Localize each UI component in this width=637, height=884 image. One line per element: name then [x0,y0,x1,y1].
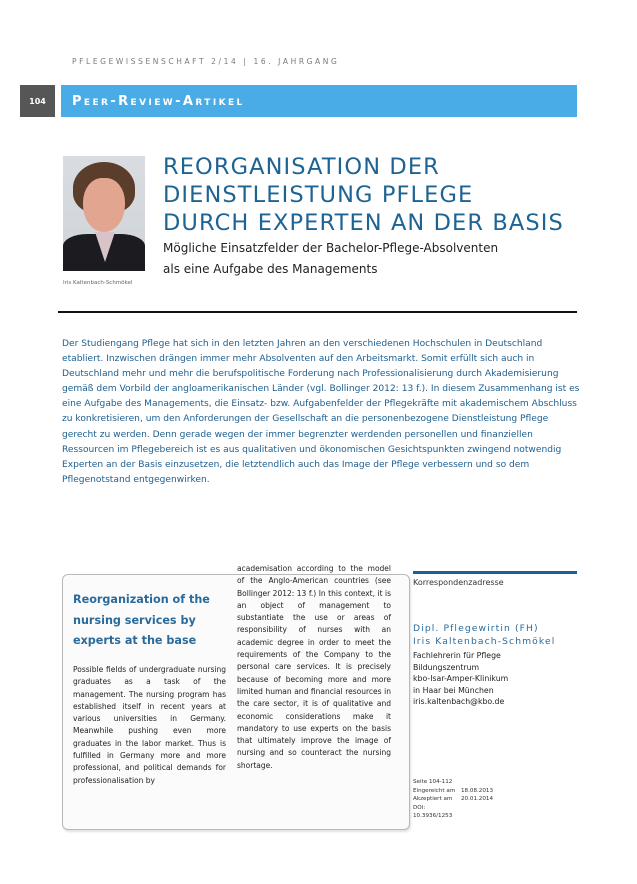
article-meta [413,778,583,821]
section-banner [61,85,577,117]
title-line: DIENSTLEISTUNG PFLEGE [163,182,474,208]
header-divider [58,311,577,313]
correspondence-label: Korrespondenzadresse [413,578,504,587]
email-link[interactable]: iris.kaltenbach@kbo.de [413,697,505,707]
meta-doi: DOI: 10.3936/1253 [413,804,453,820]
correspondence-rule [413,571,577,574]
section-banner-label: Peer-Review-Artikel [72,93,245,109]
meta-submitted: Eingereicht am 18.08.2013 [413,787,494,794]
english-abstract-column-1: Possible fields of undergraduate nursing graduates as a task of the management. The nursing program has established itself in recent years at various universities in Germany. Meanwhile pushing even more graduates in the labor market. Thus is fulfilled in Germany more and more professional, and political demands for professionalisation by [73,665,226,785]
correspondence-address [413,650,583,708]
address-line: Bildungszentrum [413,662,480,672]
english-abstract-column-2: academisation according to the model of the Anglo-American countries (see Bollinger 2012: 13 f.) In this context, it is an object of management to substantiate the use or areas of responsibility of nurses with an academic degree in order to meet the requirements of the Company to the personal care services. It is precisely because of becoming more and more limited human and financial resources in the care sector, it is of qualitative and economic considerations make it mandatory to use experts on the basis that ultimately improve the image of nursing and so counteract the nursing shortage. [237,564,391,770]
english-abstract-title: Reorganization of the nursing services by experts at the base [73,593,210,647]
title-line: REORGANISATION DER [163,154,440,180]
article-title [163,153,583,237]
meta-pages: Seite 104-112 [413,779,453,785]
correspondence-name [413,622,583,648]
meta-accepted: Akzeptiert am 20.01.2014 [413,796,494,803]
address-line: in Haar bei München [413,685,494,695]
article-subtitle [163,238,583,280]
subtitle-line: als eine Aufgabe des Managements [163,262,378,276]
address-line: Fachlehrerin für Pflege [413,651,501,660]
running-head: PFLEGEWISSENSCHAFT 2/14 | 16. JAHRGANG [72,57,340,66]
author-degree: Dipl. Pflegewirtin (FH) [413,623,539,634]
author-name: Iris Kaltenbach-Schmökel [413,636,556,647]
subtitle-line: Mögliche Einsatzfelder der Bachelor-Pflege-Absolventen [163,241,499,255]
address-line: kbo-Isar-Amper-Klinikum [413,674,509,684]
title-line: DURCH EXPERTEN AN DER BASIS [163,210,564,236]
page-number: 104 [20,85,55,117]
portrait-caption: Iris Kaltenbach-Schmökel [63,280,133,286]
german-abstract: Der Studiengang Pflege hat sich in den letzten Jahren an den verschiedenen Hochschulen in Deutschland etabliert. Inzwischen drängen immer mehr Absolventen auf den Arbeitsmarkt. Somit erfüllt sich auch in Deutschland mehr und mehr die berufspolitische Forderung nach Professionalisierung durch Akademisierung gemäß dem Vorbild der angloamerikanischen Länder (vgl. Bollinger 2012: 13 f.). In diesem Zusammenhang ist es eine Aufgabe des Managements, die Einsatz- bzw. Aufgabenfelder der Pflegekräfte mit akademischem Abschluss zu konkretisieren, um den Anforderungen der Gesellschaft an die personenbezogene Dienstleistung Pflege gerecht zu werden. Denn gerade wegen der immer begrenzter werdenden personellen und finanziellen Ressourcen im Pflegebereich ist es aus qualitativen und ökonomischen Gesichtspunkten zwingend notwendig Experten an der Basis einzusetzen, die letztendlich auch das Image der Pflege verbessern und so dem Pflegenotstand entgegenwirken. [62,339,580,485]
author-portrait [63,156,145,271]
